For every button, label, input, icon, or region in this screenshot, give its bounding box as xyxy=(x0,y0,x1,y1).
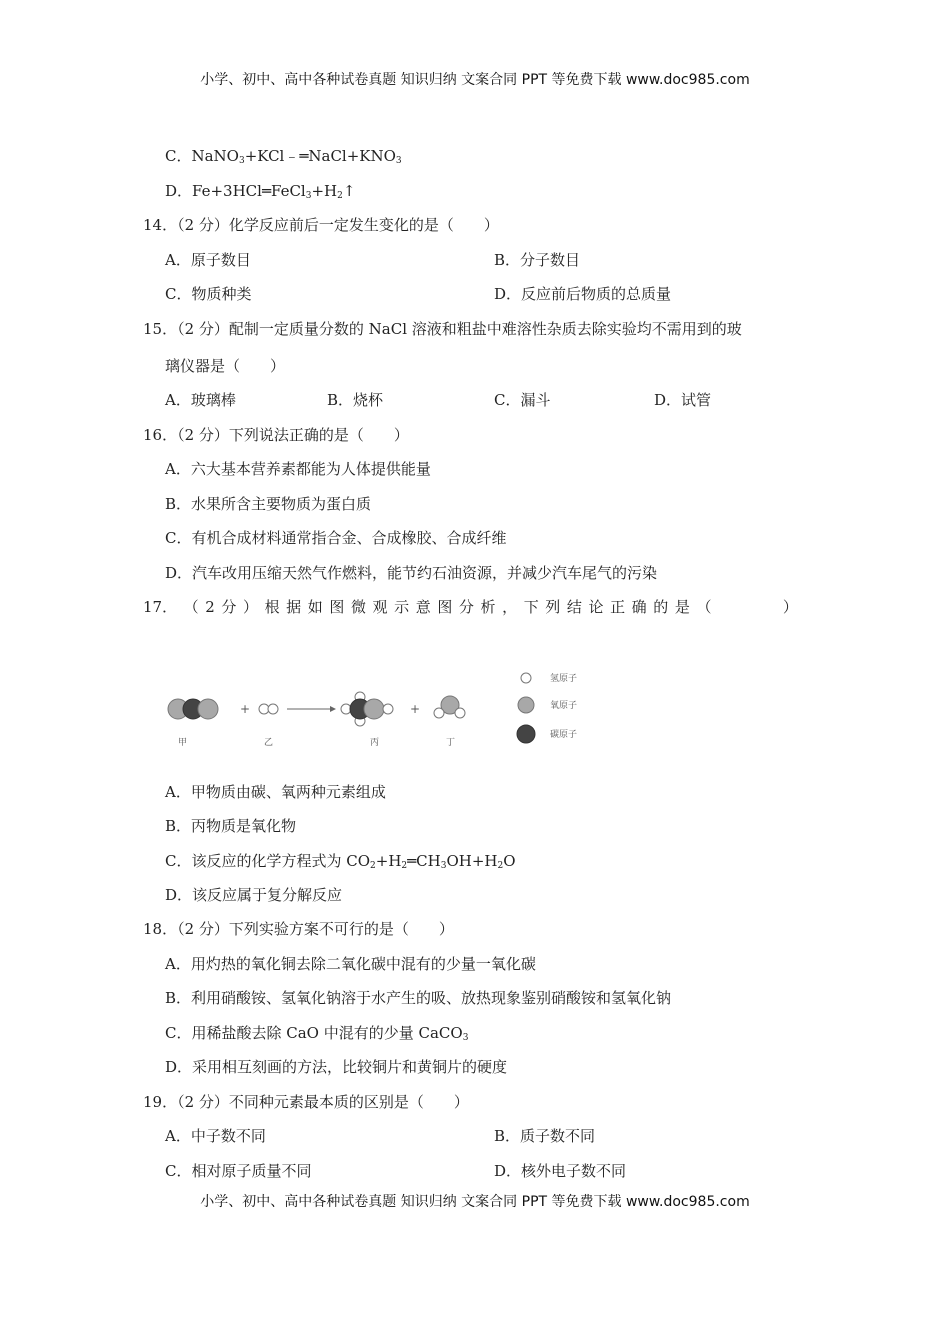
q17-molecule-diagram xyxy=(160,665,600,755)
q19-option-c: C．相对原子质量不同 xyxy=(165,1162,312,1180)
molecule-bing xyxy=(341,692,393,726)
q17-option-d: D．该反应属于复分解反应 xyxy=(165,886,343,904)
label-jia: 甲 xyxy=(178,738,188,748)
q13-option-c: C．$NaNO_3+KCl﹣═NaCl+KNO_3$ xyxy=(165,147,402,166)
q19-option-a: A．中子数不同 xyxy=(165,1127,266,1145)
q19-option-b: B．质子数不同 xyxy=(494,1127,596,1145)
molecule-yi xyxy=(259,704,278,714)
q17-option-b: B．丙物质是氧化物 xyxy=(165,817,297,835)
q17-stem: 17． （ 2 分 ） 根 据 如 图 微 观 示 意 图 分 析 ， 下 列 结 论 正 确 的 是 （ ） xyxy=(143,598,798,616)
label-bing: 丙 xyxy=(370,738,380,748)
q18-option-d: D．采用相互刻画的方法，比较铜片和黄铜片的硬度 xyxy=(165,1058,508,1076)
q14-option-d: D．反应前后物质的总质量 xyxy=(494,285,672,303)
page-header: 小学、初中、高中各种试卷真题 知识归纳 文案合同 PPT 等免费下载 www.doc985.com xyxy=(200,72,750,88)
label-yi: 乙 xyxy=(264,738,274,748)
q15-option-d: D．试管 xyxy=(654,391,712,409)
q15-option-a: A．玻璃棒 xyxy=(165,391,236,409)
molecule-ding xyxy=(434,696,465,718)
q14-option-a: A．原子数目 xyxy=(165,251,251,269)
q14-option-c: C．物质种类 xyxy=(165,285,252,303)
q18-option-a: A．用灼热的氧化铜去除二氧化碳中混有的少量一氧化碳 xyxy=(165,955,536,973)
plus-sign-2: + xyxy=(410,702,421,716)
plus-sign-1: + xyxy=(240,702,251,716)
q14-option-b: B．分子数目 xyxy=(494,251,581,269)
q13-option-d: D．$Fe+3HCl═FeCl_3+H_2↑$ xyxy=(165,182,356,201)
q16-option-d: D．汽车改用压缩天然气作燃料，能节约石油资源，并减少汽车尾气的污染 xyxy=(165,564,658,582)
q18-option-b: B．利用硝酸铵、氢氧化钠溶于水产生的吸、放热现象鉴别硝酸铵和氢氧化钠 xyxy=(165,989,672,1007)
q18-stem: 18．（2 分）下列实验方案不可行的是（ ） xyxy=(143,920,454,938)
legend-oxygen: 氧原子 xyxy=(550,701,578,711)
q19-stem: 19．（2 分）不同种元素最本质的区别是（ ） xyxy=(143,1093,469,1111)
q18-option-c: C．用稀盐酸去除 CaO 中混有的少量 CaCO$_3$ xyxy=(165,1024,469,1043)
q15-stem-line2: 璃仪器是（ ） xyxy=(165,357,286,375)
q17-option-c: C．该反应的化学方程式为 $CO_2+H_2═CH_3OH+H_2O$ xyxy=(165,852,516,871)
label-ding: 丁 xyxy=(446,738,456,748)
q15-stem-line1: 15．（2 分）配制一定质量分数的 NaCl 溶液和粗盐中难溶性杂质去除实验均不需用到的玻 xyxy=(143,320,742,338)
q15-option-c: C．漏斗 xyxy=(494,391,551,409)
page-footer: 小学、初中、高中各种试卷真题 知识归纳 文案合同 PPT 等免费下载 www.doc985.com xyxy=(200,1194,750,1210)
diagram-legend xyxy=(517,672,577,743)
q19-option-d: D．核外电子数不同 xyxy=(494,1162,627,1180)
q16-option-a: A．六大基本营养素都能为人体提供能量 xyxy=(165,460,431,478)
molecule-jia xyxy=(168,699,218,719)
q14-stem: 14．（2 分）化学反应前后一定发生变化的是（ ） xyxy=(143,216,499,234)
q16-stem: 16．（2 分）下列说法正确的是（ ） xyxy=(143,426,409,444)
reaction-arrow xyxy=(287,706,336,712)
legend-carbon: 碳原子 xyxy=(550,730,578,740)
legend-hydrogen: 氢原子 xyxy=(550,674,578,684)
q16-option-b: B．水果所含主要物质为蛋白质 xyxy=(165,495,372,513)
q16-option-c: C．有机合成材料通常指合金、合成橡胶、合成纤维 xyxy=(165,529,507,547)
q15-option-b: B．烧杯 xyxy=(327,391,384,409)
q17-option-a: A．甲物质由碳、氧两种元素组成 xyxy=(165,783,386,801)
